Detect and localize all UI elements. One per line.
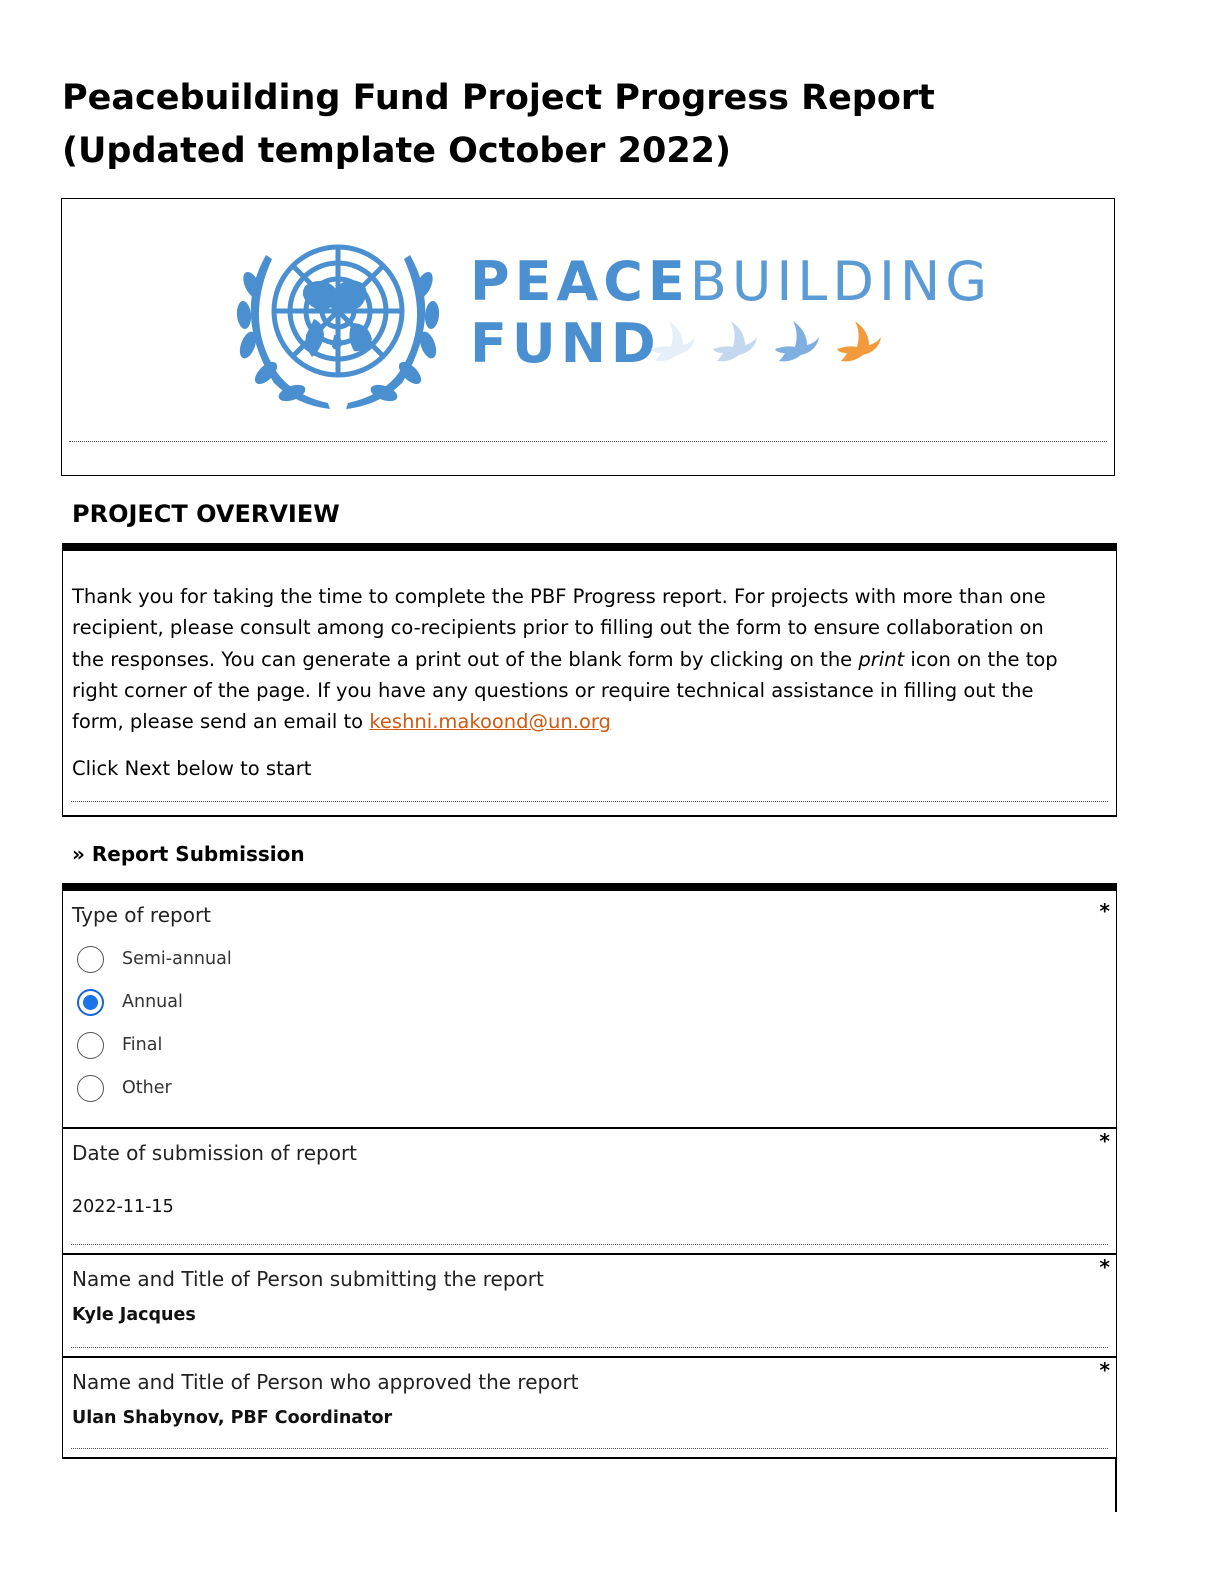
logo-word-peace: PEACE [470,250,690,313]
radio-label: Semi-annual [122,949,232,969]
logo-word-building: BUILDING [689,250,993,313]
radio-button[interactable] [77,946,104,973]
divider [71,1244,1108,1245]
panel-border-continuation [1115,1458,1117,1512]
approver-value[interactable]: Ulan Shabynov, PBF Coordinator [72,1408,393,1428]
approver-label: Name and Title of Person who approved the report [72,1370,579,1394]
radio-label: Other [122,1078,172,1098]
divider [71,801,1108,802]
dove-icon [713,321,757,361]
radio-option-final[interactable] [77,1030,162,1060]
divider [69,441,1107,442]
required-mark: * [1099,1358,1110,1382]
required-mark: * [1099,1255,1110,1279]
required-mark: * [1099,1129,1110,1153]
divider [71,1347,1108,1348]
section-bar [62,883,1117,891]
type-of-report-label: Type of report [72,903,212,927]
date-of-submission-label: Date of submission of report [72,1141,358,1165]
section-bar [62,543,1117,551]
required-mark: * [1099,899,1110,923]
overview-text: Thank you for taking the time to complete the PBF Progress report. For projects with more than one recipient, please consult among co-recipients prior to filling out the form to ensure collaboration on the responses. You can generate a print out of the blank form by clicking on the print icon on the top right corner of the page. If you have any questions or require technical assistance in filling out the form, please send an email to keshni.makoond@un.org [72,585,1058,734]
start-instruction: Click Next below to start [72,757,312,780]
section-title-project-overview: PROJECT OVERVIEW [72,500,340,528]
logo-panel [61,198,1115,476]
radio-option-annual[interactable] [77,987,183,1017]
radio-button[interactable] [77,1075,104,1102]
page-title: Peacebuilding Fund Project Progress Report (Updated template October 2022) [62,78,935,171]
radio-button-selected[interactable] [77,989,104,1016]
email-link[interactable]: keshni.makoond@un.org [369,710,611,734]
submitter-label: Name and Title of Person submitting the report [72,1267,544,1291]
doves-group [647,319,887,369]
dove-icon [651,321,695,361]
radio-label: Annual [122,992,183,1012]
dove-icon [775,321,819,361]
dove-icon [837,321,881,361]
submitter-value[interactable]: Kyle Jacques [72,1305,196,1325]
question-date-of-submission [62,1129,1117,1255]
overview-panel [62,551,1117,817]
radio-option-semi-annual[interactable] [77,944,232,974]
radio-label: Final [122,1035,163,1055]
section-title-report-submission: » Report Submission [72,842,305,866]
logo-word-fund: FUND [470,312,661,375]
divider [71,1448,1108,1449]
radio-button[interactable] [77,1032,104,1059]
question-approver [62,1358,1117,1459]
un-emblem-icon [222,215,454,415]
date-of-submission-value[interactable]: 2022-11-15 [72,1197,174,1217]
question-submitter [62,1255,1117,1358]
question-type-of-report [62,891,1117,1129]
print-word: print [858,647,905,671]
radio-option-other[interactable] [77,1073,172,1103]
